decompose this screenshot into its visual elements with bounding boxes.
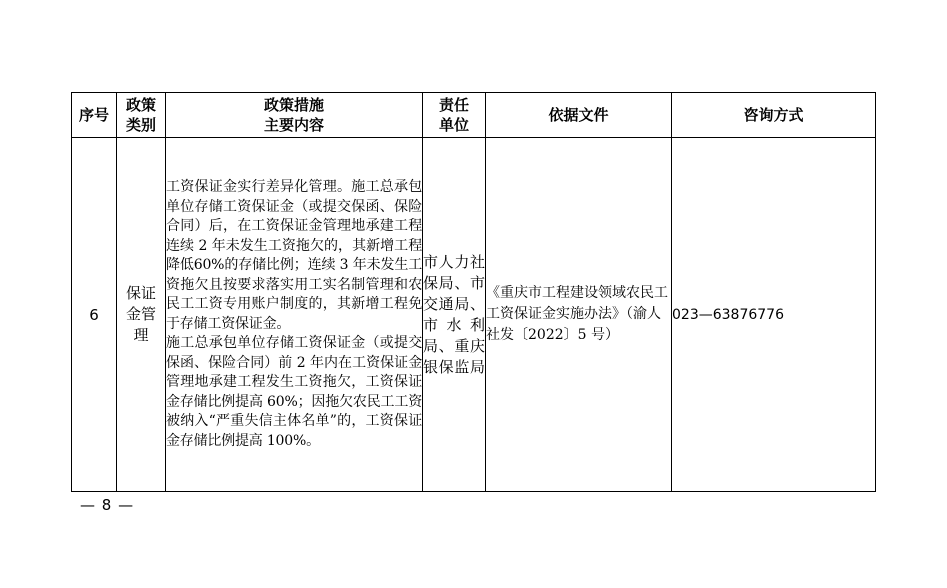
header-unit: 责任 单位 — [423, 93, 486, 138]
header-basis: 依据文件 — [486, 93, 672, 138]
cell-measure — [166, 138, 423, 492]
page-number: — 8 — — [80, 496, 135, 514]
policy-table — [71, 92, 876, 492]
cell-contact-phone: 023—63876776 — [672, 138, 876, 492]
header-contact: 咨询方式 — [672, 93, 876, 138]
measure-paragraph-1: 工资保证金实行差异化管理。施工总承包单位存储工资保证金（或提交保函、保险合同）后，在工资保证金管理地承建工程连续 2 年未发生工资拖欠的，其新增工程降低60%的存储比例；连续 3 年未发生工资拖欠且按要求落实用工实名制管理和农民工工资专用账户制度的，其新增工程免于存储工资保证金。 — [166, 179, 422, 332]
cell-basis-document: 《重庆市工程建设领域农民工工资保证金实施办法》（渝人社发〔2022〕5 号） — [486, 138, 672, 492]
cell-category: 保证 金管 理 — [117, 138, 166, 492]
cell-seq: 6 — [72, 138, 117, 492]
table-header-row — [72, 93, 876, 138]
header-seq: 序号 — [72, 93, 117, 138]
header-measure: 政策措施 主要内容 — [166, 93, 423, 138]
header-category: 政策 类别 — [117, 93, 166, 138]
cell-responsible-unit: 市人力社保局、市交通局、市水利局、重庆银保监局 — [423, 138, 486, 492]
table-row — [72, 138, 876, 492]
measure-paragraph-2: 施工总承包单位存储工资保证金（或提交保函、保险合同）前 2 年内在工资保证金管理地承建工程发生工资拖欠，工资保证金存储比例提高 60%；因拖欠农民工工资被纳入“严重失信主体名单”的，工资保证金存储比例提高 100%。 — [166, 335, 422, 449]
